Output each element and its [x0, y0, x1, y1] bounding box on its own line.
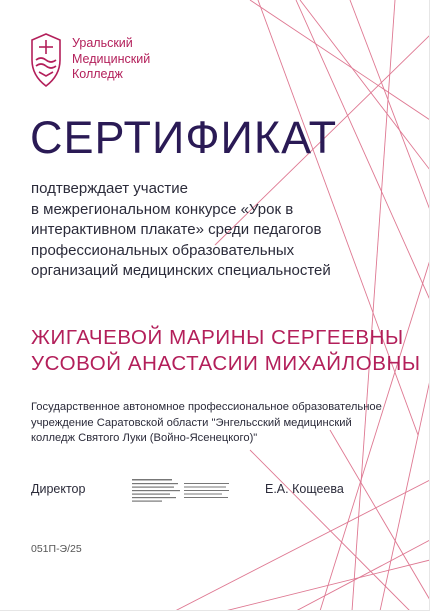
body-line: интерактивном плакате» среди педагогов	[31, 221, 322, 238]
body-line: подтверждает участие	[31, 180, 189, 197]
signature-role: Директор	[31, 482, 86, 496]
certificate-body	[31, 179, 331, 282]
body-line: в межрегиональном конкурсе «Урок в	[31, 200, 294, 218]
organization-name	[72, 36, 150, 83]
certificate-title: СЕРТИФИКАТ	[30, 112, 338, 163]
body-line: профессиональных образовательных	[31, 241, 295, 259]
organization-line-3: Колледж	[72, 67, 123, 81]
recipient-name: УСОВОЙ АНАСТАСИИ МИХАЙЛОВНЫ	[31, 352, 421, 375]
organization-line-2: Медицинский	[72, 51, 151, 66]
signature-name: Е.А. Кощеева	[265, 482, 344, 496]
college-logo	[28, 30, 64, 90]
institution-name	[31, 400, 382, 447]
institution-line: учреждение Саратовской области "Энгельсский медицинский	[31, 416, 352, 429]
institution-line: Государственное автономное профессиональное образовательное	[31, 401, 382, 413]
registration-number: 051П-Э/25	[31, 543, 82, 555]
recipient-name: ЖИГАЧЕВОЙ МАРИНЫ СЕРГЕЕВНЫ	[31, 326, 404, 349]
body-line: организаций медицинских специальностей	[31, 262, 331, 279]
institution-line: колледж Святого Луки (Войно-Ясенецкого)"	[31, 432, 258, 445]
digital-signature-stamp-icon	[128, 476, 233, 506]
organization-line-1: Уральский	[72, 36, 133, 50]
recipient-names	[31, 325, 421, 377]
